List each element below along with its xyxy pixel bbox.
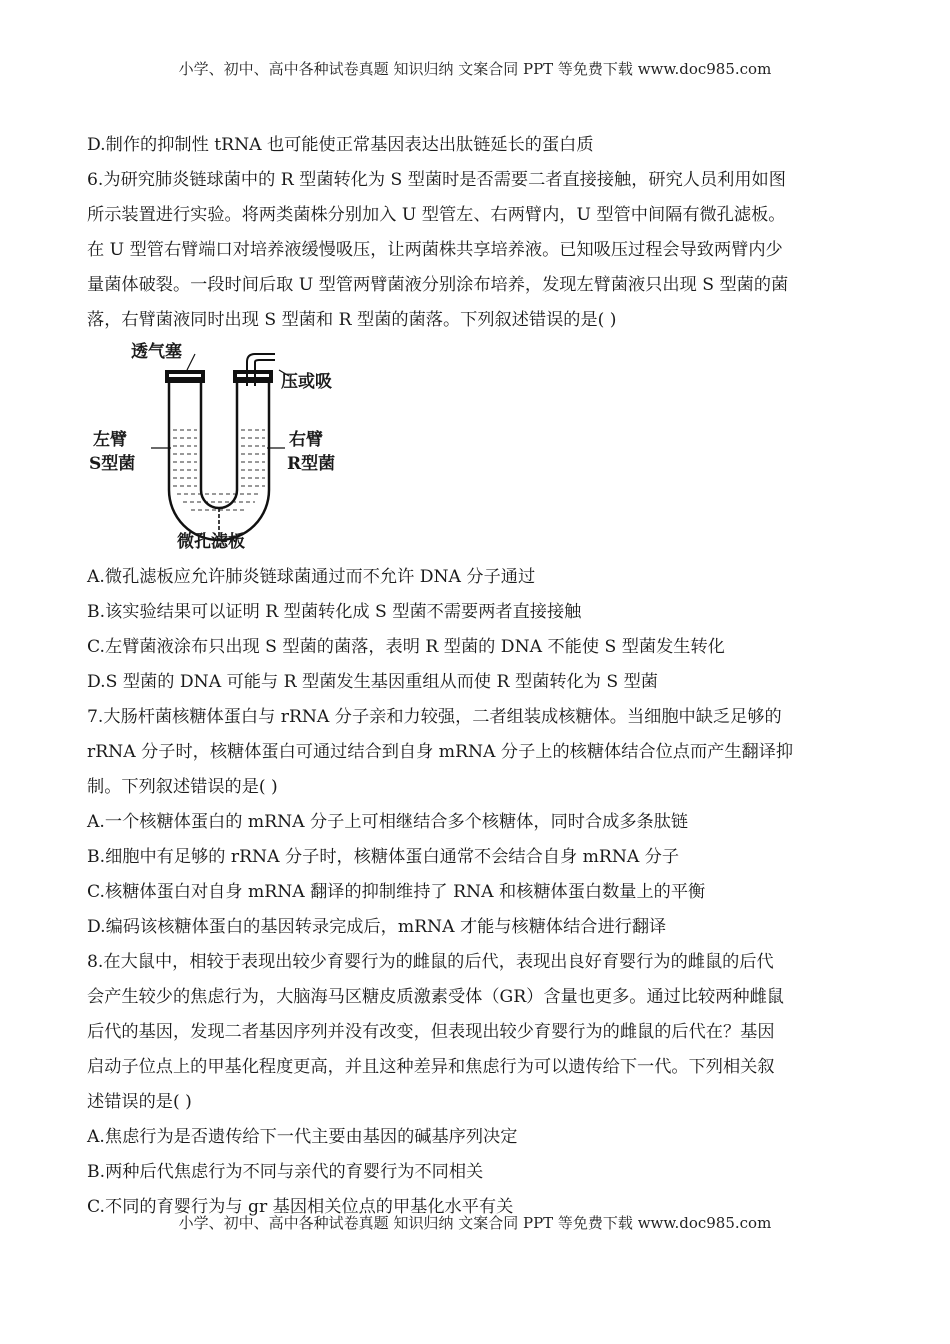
- q7-option-d: D.编码该核糖体蛋白的基因转录完成后，mRNA 才能与核糖体结合进行翻译: [87, 917, 667, 937]
- page-header: 小学、初中、高中各种试卷真题 知识归纳 文案合同 PPT 等免费下载 www.doc985.com: [178, 60, 772, 78]
- question-6: [87, 163, 877, 700]
- q8-stem-line: 述错误的是( ): [87, 1092, 192, 1112]
- q8-stem-line: 8.在大鼠中，相较于表现出较少育婴行为的雌鼠的后代，表现出良好育婴行为的雌鼠的后代: [87, 952, 774, 972]
- question-7: [87, 700, 877, 945]
- culture-liquid: [173, 430, 265, 510]
- page-content: [87, 128, 877, 1225]
- q7-option-a: A.一个核糖体蛋白的 mRNA 分子上可相继结合多个核糖体，同时合成多条肽链: [87, 812, 689, 832]
- q6-option-d: D.S 型菌的 DNA 可能与 R 型菌发生基因重组从而使 R 型菌转化为 S 型菌: [87, 672, 658, 692]
- q6-stem-line: 所示装置进行实验。将两类菌株分别加入 U 型管左、右两臂内，U 型管中间隔有微孔滤板。: [87, 205, 786, 225]
- stopper-label: 透气塞: [131, 342, 182, 362]
- q8-stem-line: 会产生较少的焦虑行为，大脑海马区糖皮质激素受体（GR）含量也更多。通过比较两种雌鼠: [87, 987, 784, 1007]
- page-footer: 小学、初中、高中各种试卷真题 知识归纳 文案合同 PPT 等免费下载 www.doc985.com: [178, 1214, 772, 1232]
- q6-stem-line: 量菌体破裂。一段时间后取 U 型管两臂菌液分别涂布培养，发现左臂菌液只出现 S 型菌的菌: [87, 275, 789, 295]
- pump-label: 压或吸: [281, 372, 332, 392]
- q7-option-c: C.核糖体蛋白对自身 mRNA 翻译的抑制维持了 RNA 和核糖体蛋白数量上的平衡: [87, 882, 706, 902]
- q8-option-a: A.焦虑行为是否遗传给下一代主要由基因的碱基序列决定: [87, 1127, 518, 1147]
- q5-option-d: D.制作的抑制性 tRNA 也可能使正常基因表达出肽链延长的蛋白质: [87, 135, 594, 155]
- q6-option-c: C.左臂菌液涂布只出现 S 型菌的菌落，表明 R 型菌的 DNA 不能使 S 型菌发生转化: [87, 637, 725, 657]
- q6-option-a: A.微孔滤板应允许肺炎链球菌通过而不允许 DNA 分子通过: [87, 567, 536, 587]
- q6-stem-line: 6.为研究肺炎链球菌中的 R 型菌转化为 S 型菌时是否需要二者直接接触，研究人员利用如图: [87, 170, 786, 190]
- q8-stem-line: 启动子位点上的甲基化程度更高，并且这种差异和焦虑行为可以遗传给下一代。下列相关叙: [87, 1057, 775, 1077]
- q6-stem-line: 落，右臂菌液同时出现 S 型菌和 R 型菌的菌落。下列叙述错误的是( ): [87, 310, 617, 330]
- right-strain-label: R型菌: [287, 454, 336, 474]
- question-8: [87, 945, 877, 1225]
- q6-option-b: B.该实验结果可以证明 R 型菌转化成 S 型菌不需要两者直接接触: [87, 602, 582, 622]
- q8-option-c: C.不同的育婴行为与 gr 基因相关位点的甲基化水平有关: [87, 1197, 514, 1217]
- q7-stem-line: 7.大肠杆菌核糖体蛋白与 rRNA 分子亲和力较强，二者组装成核糖体。当细胞中缺乏足够的: [87, 707, 782, 727]
- q8-option-b: B.两种后代焦虑行为不同与亲代的育婴行为不同相关: [87, 1162, 484, 1182]
- q6-stem-line: 在 U 型管右臂端口对培养液缓慢吸压，让两菌株共享培养液。已知吸压过程会导致两臂内少: [87, 240, 783, 260]
- u-tube-inner-wall: [201, 380, 237, 508]
- q7-stem-line: 制。下列叙述错误的是( ): [87, 777, 278, 797]
- filter-label: 微孔滤板: [177, 532, 245, 552]
- q7-stem-line: rRNA 分子时，核糖体蛋白可通过结合到自身 mRNA 分子上的核糖体结合位点而产生翻译抑: [87, 742, 794, 762]
- left-arm-label: 左臂: [93, 430, 127, 450]
- right-arm-label: 右臂: [289, 430, 323, 450]
- left-strain-label: S型菌: [89, 454, 136, 474]
- q7-option-b: B.细胞中有足够的 rRNA 分子时，核糖体蛋白通常不会结合自身 mRNA 分子: [87, 847, 680, 867]
- q8-stem-line: 后代的基因，发现二者基因序列并没有改变，但表现出较少育婴行为的雌鼠的后代在？基因: [87, 1022, 775, 1042]
- u-tube-figure: [89, 340, 359, 558]
